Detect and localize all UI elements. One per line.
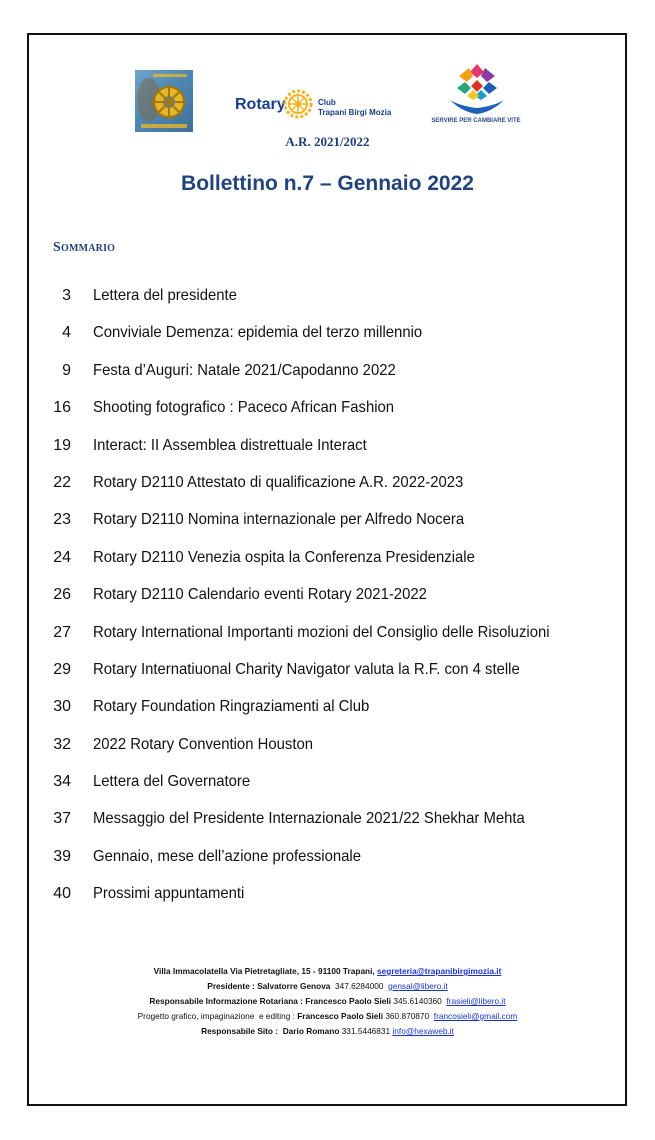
toc-item[interactable]: [0, 324, 655, 361]
info-phone: 345.6140360: [391, 996, 447, 1006]
toc-title: Gennaio, mese dell’azione professionale: [93, 847, 362, 865]
toc-item[interactable]: [0, 474, 655, 511]
toc-title: Rotary International Importanti mozioni del Consiglio delle Risoluzioni: [93, 623, 550, 641]
footer-president-line: [0, 979, 655, 994]
toc-item[interactable]: [0, 698, 655, 735]
toc-title: Conviviale Demenza: epidemia del terzo millennio: [93, 324, 423, 342]
toc-title: Rotary Internatiuonal Charity Navigator valuta la R.F. con 4 stelle: [93, 660, 520, 678]
toc-page: 30: [53, 698, 71, 716]
toc-item[interactable]: [0, 362, 655, 399]
footer-design-line: [0, 1009, 655, 1024]
club-label: Club: [318, 98, 336, 107]
toc-item[interactable]: [0, 586, 655, 623]
toc-page: 26: [53, 586, 71, 604]
toc-item[interactable]: [0, 624, 655, 661]
info-email-link[interactable]: frasieli@libero.it: [446, 996, 506, 1006]
hands-globe-icon: [442, 62, 512, 123]
design-phone: 360.870870: [383, 1011, 434, 1021]
toc-page: 29: [53, 660, 71, 678]
toc-page: 19: [53, 436, 71, 454]
toc-page: 16: [53, 399, 71, 417]
toc-title: Rotary D2110 Venezia ospita la Conferenza Presidenziale: [93, 548, 475, 566]
toc-item[interactable]: [0, 848, 655, 885]
toc-title: Shooting fotografico : Paceco African Fashion: [93, 399, 395, 417]
toc-page: 23: [53, 511, 71, 529]
president-name: Salvatorre Genova: [257, 981, 331, 991]
rotary-wheel-icon: [283, 89, 313, 124]
site-name: Dario Romano: [282, 1026, 340, 1036]
toc-title: Rotary D2110 Attestato di qualificazione A.R. 2022-2023: [93, 473, 464, 491]
toc-page: 32: [53, 735, 71, 753]
president-email-link[interactable]: gensal@libero.it: [388, 981, 448, 991]
toc-item[interactable]: [0, 736, 655, 773]
design-name: Francesco Paolo Sieli: [297, 1011, 384, 1021]
toc-title: Rotary D2110 Calendario eventi Rotary 2021-2022: [93, 586, 427, 604]
toc-page: 9: [62, 361, 71, 379]
president-label: Presidente :: [207, 981, 258, 991]
info-label: Responsabile Informazione Rotariana :: [149, 996, 306, 1006]
toc-page: 39: [53, 847, 71, 865]
table-of-contents: [0, 287, 655, 923]
toc-item[interactable]: [0, 773, 655, 810]
toc-title: Lettera del presidente: [93, 287, 237, 304]
toc-title: Lettera del Governatore: [93, 773, 251, 791]
site-label: Responsabile Sito :: [201, 1026, 283, 1036]
club-name: Trapani Birgi Mozia: [318, 108, 392, 117]
site-phone: 331.5446831: [339, 1026, 393, 1036]
toc-title: Festa d’Auguri: Natale 2021/Capodanno 2022: [93, 361, 396, 379]
sommario-heading: Sommario: [53, 240, 116, 255]
rotary-year: A.R. 2021/2022: [285, 134, 370, 149]
footer-info-line: [0, 994, 655, 1009]
toc-page: 4: [62, 324, 71, 342]
segreteria-email-link[interactable]: segreteria@trapanibirgimozia.it: [377, 966, 502, 976]
toc-page: 22: [53, 473, 71, 491]
toc-page: 27: [53, 623, 71, 641]
toc-page: 24: [53, 548, 71, 566]
design-label: Progetto grafico, impaginazione e editing :: [137, 1011, 298, 1021]
page-title: Bollettino n.7 – Gennaio 2022: [181, 172, 474, 195]
toc-title: Rotary Foundation Ringraziamenti al Club: [93, 698, 370, 716]
toc-item[interactable]: [0, 810, 655, 847]
design-email-link[interactable]: francosieli@gmail.com: [433, 1011, 518, 1021]
toc-item[interactable]: [0, 437, 655, 474]
footer-credits: [0, 964, 655, 1039]
rotary-wordmark: Rotary: [235, 96, 286, 113]
address-text: Villa Immacolatella Via Pietretagliate, 15 - 91100 Trapani,: [153, 966, 378, 976]
toc-item[interactable]: [0, 287, 655, 324]
toc-page: 3: [62, 287, 71, 304]
toc-item[interactable]: [0, 511, 655, 548]
toc-page: 40: [53, 885, 71, 903]
toc-title: Messaggio del Presidente Internazionale 2021/22 Shekhar Mehta: [93, 810, 525, 828]
toc-title: Interact: II Assemblea distrettuale Interact: [93, 436, 367, 454]
footer-site-line: [0, 1024, 655, 1039]
toc-title: 2022 Rotary Convention Houston: [93, 735, 314, 753]
toc-item[interactable]: [0, 549, 655, 586]
president-phone: 347.6284000: [330, 981, 389, 991]
toc-item[interactable]: [0, 399, 655, 436]
info-name: Francesco Paolo Sieli: [305, 996, 392, 1006]
site-email-link[interactable]: info@hexaweb.it: [392, 1026, 454, 1036]
toc-item[interactable]: [0, 885, 655, 922]
toc-item[interactable]: [0, 661, 655, 698]
right-logo-caption: SERVIRE PER CAMBIARE VITE: [431, 118, 521, 124]
footer-address-line: [0, 964, 655, 979]
toc-page: 37: [53, 810, 71, 828]
toc-title: Rotary D2110 Nomina internazionale per Alfredo Nocera: [93, 511, 465, 529]
district-emblem-icon: [135, 70, 193, 132]
toc-page: 34: [53, 773, 71, 791]
toc-title: Prossimi appuntamenti: [93, 885, 245, 903]
